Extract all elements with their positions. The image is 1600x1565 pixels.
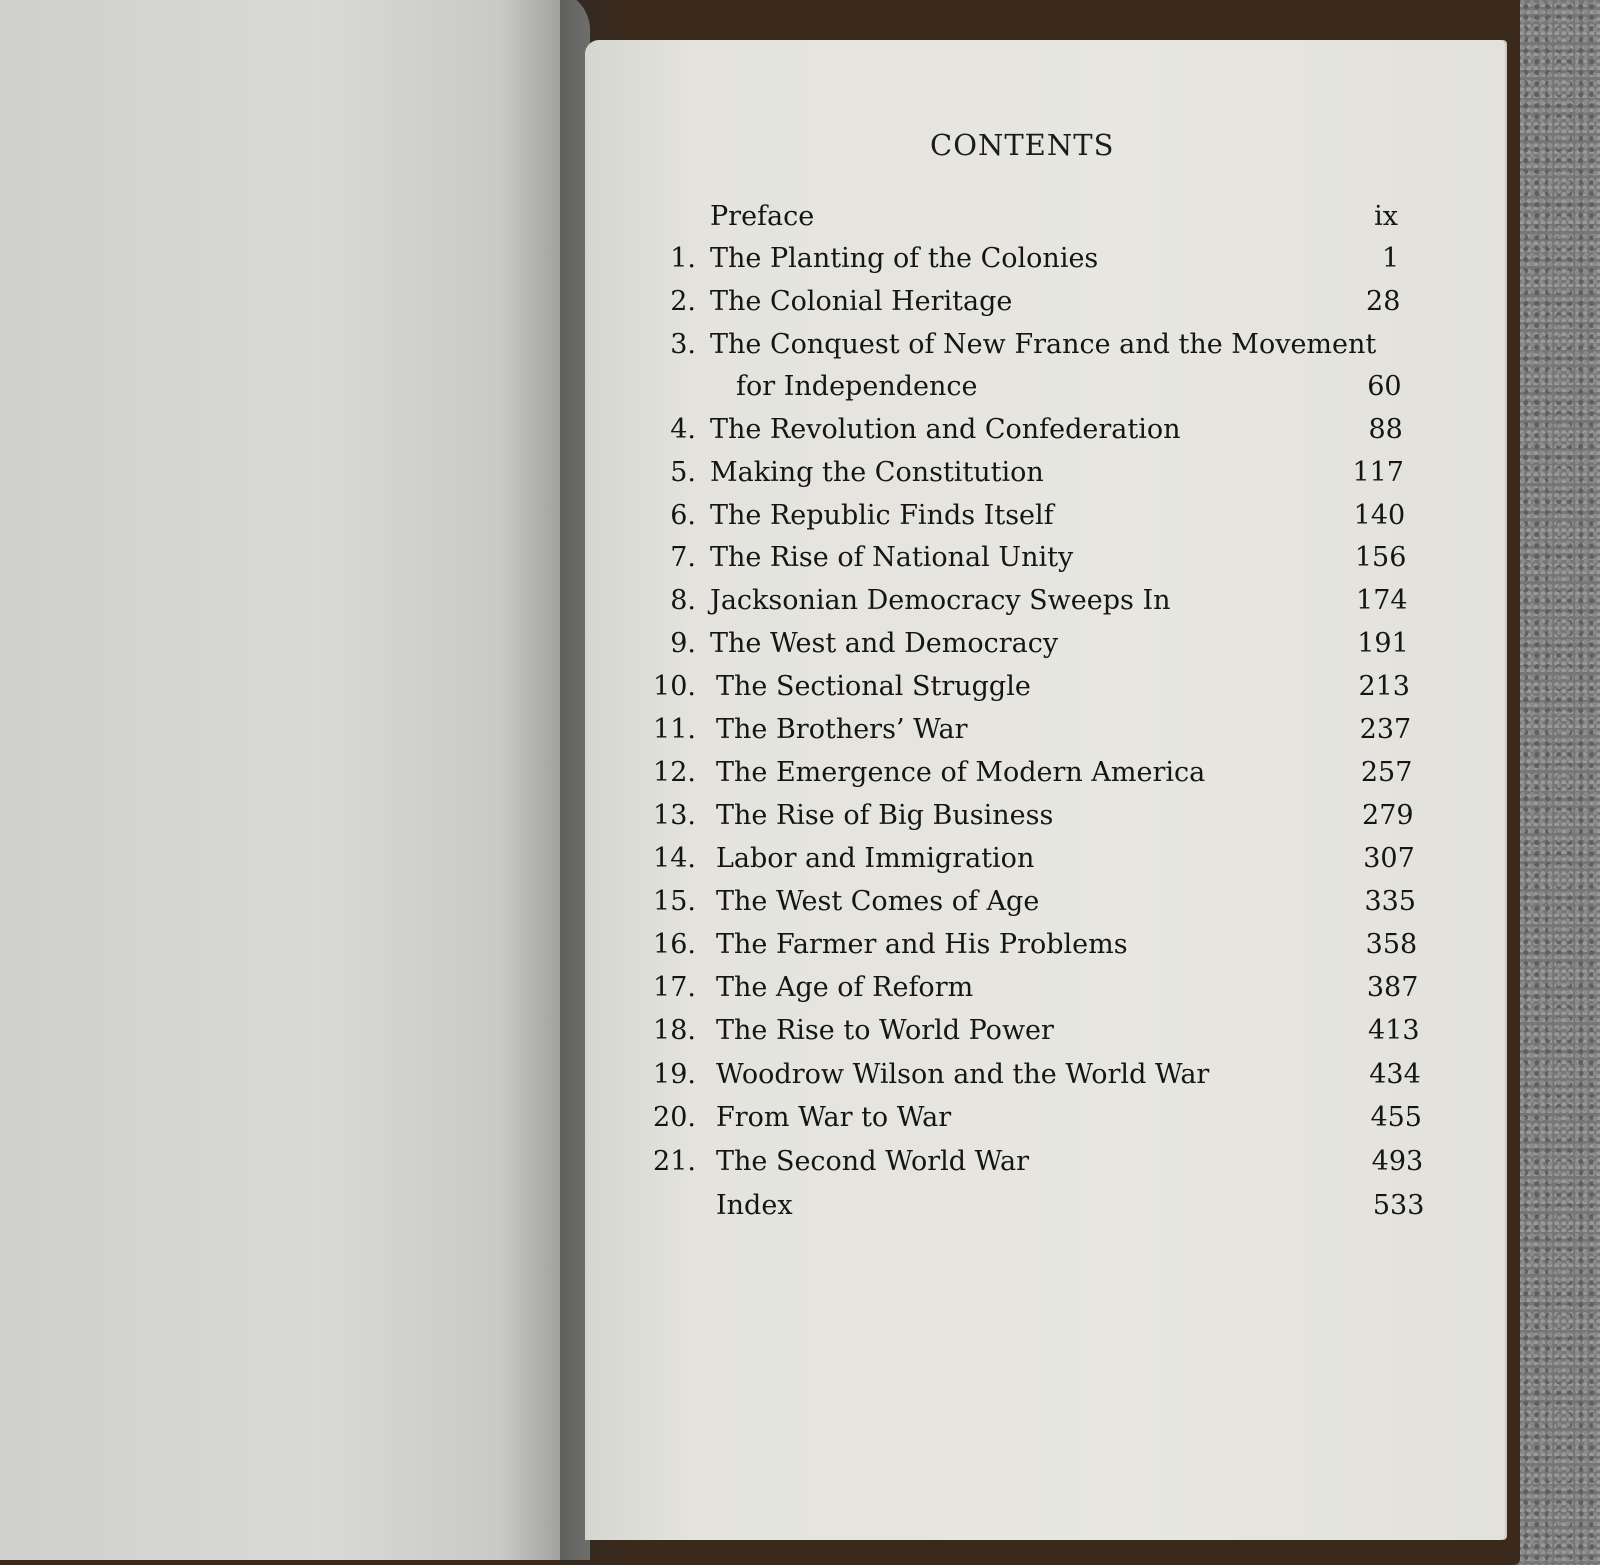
toc-entry-number: 15.	[653, 886, 696, 917]
toc-entry-page: 307	[1363, 843, 1415, 874]
toc-entry-page: 117	[1352, 457, 1404, 488]
toc-entry-title: Jacksonian Democracy Sweeps In	[710, 585, 1171, 616]
toc-entry	[0, 968, 1500, 1008]
toc-entry-title-line2: for Independence	[736, 371, 978, 402]
toc-entry	[0, 1055, 1500, 1095]
toc-entry-number: 19.	[653, 1059, 696, 1090]
toc-entry	[0, 1142, 1500, 1182]
toc-entry-number: 2.	[670, 286, 696, 317]
toc-entry	[0, 1011, 1500, 1051]
toc-entry-number: 18.	[653, 1015, 696, 1046]
toc-entry	[0, 1186, 1500, 1226]
toc-entry-page: 257	[1360, 757, 1413, 788]
toc-entry-number: 11.	[653, 714, 696, 745]
toc-entry-title: The Brothers’ War	[716, 714, 968, 745]
toc-entry-page: 28	[1366, 286, 1401, 317]
toc-entry-title: Woodrow Wilson and the World War	[716, 1059, 1210, 1090]
toc-entry-title: The Conquest of New France and the Movement	[710, 329, 1377, 360]
toc-entry-title: Making the Constitution	[710, 457, 1044, 488]
toc-entry	[0, 839, 1500, 879]
toc-entry-title: The Second World War	[716, 1146, 1030, 1177]
toc-entry-number: 20.	[653, 1102, 696, 1133]
toc-entry-continuation	[0, 367, 1500, 407]
toc-entry-title: The Republic Finds Itself	[710, 500, 1054, 531]
toc-entry-page: ix	[1374, 201, 1398, 232]
toc-entry-number: 6.	[670, 500, 696, 531]
toc-entry-page: 88	[1368, 414, 1403, 445]
toc-entry-title: The Farmer and His Problems	[716, 929, 1128, 960]
toc-entry	[0, 496, 1500, 536]
toc-entry-number: 3.	[670, 329, 696, 360]
toc-entry	[0, 410, 1500, 450]
toc-entry	[0, 710, 1500, 750]
toc-entry-page: 140	[1353, 500, 1406, 531]
toc-entry-page: 533	[1372, 1190, 1425, 1221]
toc-entry-number: 12.	[653, 757, 696, 788]
toc-entry	[0, 239, 1500, 279]
toc-entry	[0, 282, 1500, 322]
toc-entry-page: 455	[1370, 1102, 1422, 1133]
toc-entry-number: 7.	[670, 542, 696, 573]
toc-entry-page: 413	[1368, 1015, 1420, 1046]
toc-entry	[0, 453, 1500, 493]
toc-entry-title: Index	[716, 1190, 793, 1221]
toc-entry-title: The Sectional Struggle	[716, 671, 1031, 702]
toc-entry-number: 9.	[670, 628, 696, 659]
toc-entry-title: Preface	[710, 201, 815, 232]
toc-entry-page: 60	[1367, 371, 1402, 402]
toc-entry-title: From War to War	[716, 1102, 952, 1133]
toc-entry-page: 1	[1382, 243, 1400, 274]
toc-entry-page: 335	[1364, 886, 1416, 917]
toc-entry	[0, 753, 1500, 793]
toc-entry	[0, 538, 1500, 578]
toc-entry-page: 387	[1366, 972, 1419, 1003]
toc-entry-page: 191	[1357, 628, 1409, 659]
toc-entry-number: 10.	[653, 671, 696, 702]
toc-entry-number: 14.	[653, 843, 696, 874]
toc-entry-number: 1.	[670, 243, 696, 274]
toc-entry-page: 156	[1354, 542, 1407, 573]
toc-entry	[0, 925, 1500, 965]
toc-entry-title: Labor and Immigration	[716, 843, 1035, 874]
toc-entry-title: The Rise of Big Business	[716, 800, 1054, 831]
toc-entry-number: 21.	[653, 1146, 696, 1177]
toc-entry-title: The Revolution and Confederation	[710, 414, 1181, 445]
toc-entry-title: The West Comes of Age	[716, 886, 1040, 917]
toc-entry-number: 13.	[653, 800, 696, 831]
toc-entry-title: The Age of Reform	[716, 972, 974, 1003]
toc-entry-page: 279	[1362, 800, 1414, 831]
toc-entry	[0, 796, 1500, 836]
toc-entry-number: 17.	[653, 972, 696, 1003]
toc-entry-title: The Emergence of Modern America	[716, 757, 1206, 788]
toc-entry-page: 213	[1358, 671, 1410, 702]
toc-entry	[0, 197, 1500, 237]
toc-entry	[0, 581, 1500, 621]
toc-entry-page: 237	[1359, 714, 1412, 745]
toc-entry	[0, 882, 1500, 922]
toc-entry-page: 358	[1365, 929, 1418, 960]
contents-heading: CONTENTS	[930, 128, 1115, 162]
toc-entry-page: 434	[1369, 1059, 1421, 1090]
toc-entry-number: 4.	[670, 414, 696, 445]
toc-entry-title: The West and Democracy	[710, 628, 1059, 659]
toc-entry	[0, 624, 1500, 664]
toc-entry-number: 16.	[653, 929, 696, 960]
toc-entry-title: The Colonial Heritage	[710, 286, 1013, 317]
toc-entry-title: The Rise to World Power	[716, 1015, 1054, 1046]
toc-entry-title: The Planting of the Colonies	[710, 243, 1099, 274]
toc-entry-number: 5.	[670, 457, 696, 488]
toc-entry-title: The Rise of National Unity	[710, 542, 1074, 573]
toc-entry-page: 174	[1356, 585, 1408, 616]
toc-entry-page: 493	[1371, 1146, 1424, 1177]
toc-entry-number: 8.	[670, 585, 696, 616]
toc-entry	[0, 667, 1500, 707]
toc-entry	[0, 1098, 1500, 1138]
